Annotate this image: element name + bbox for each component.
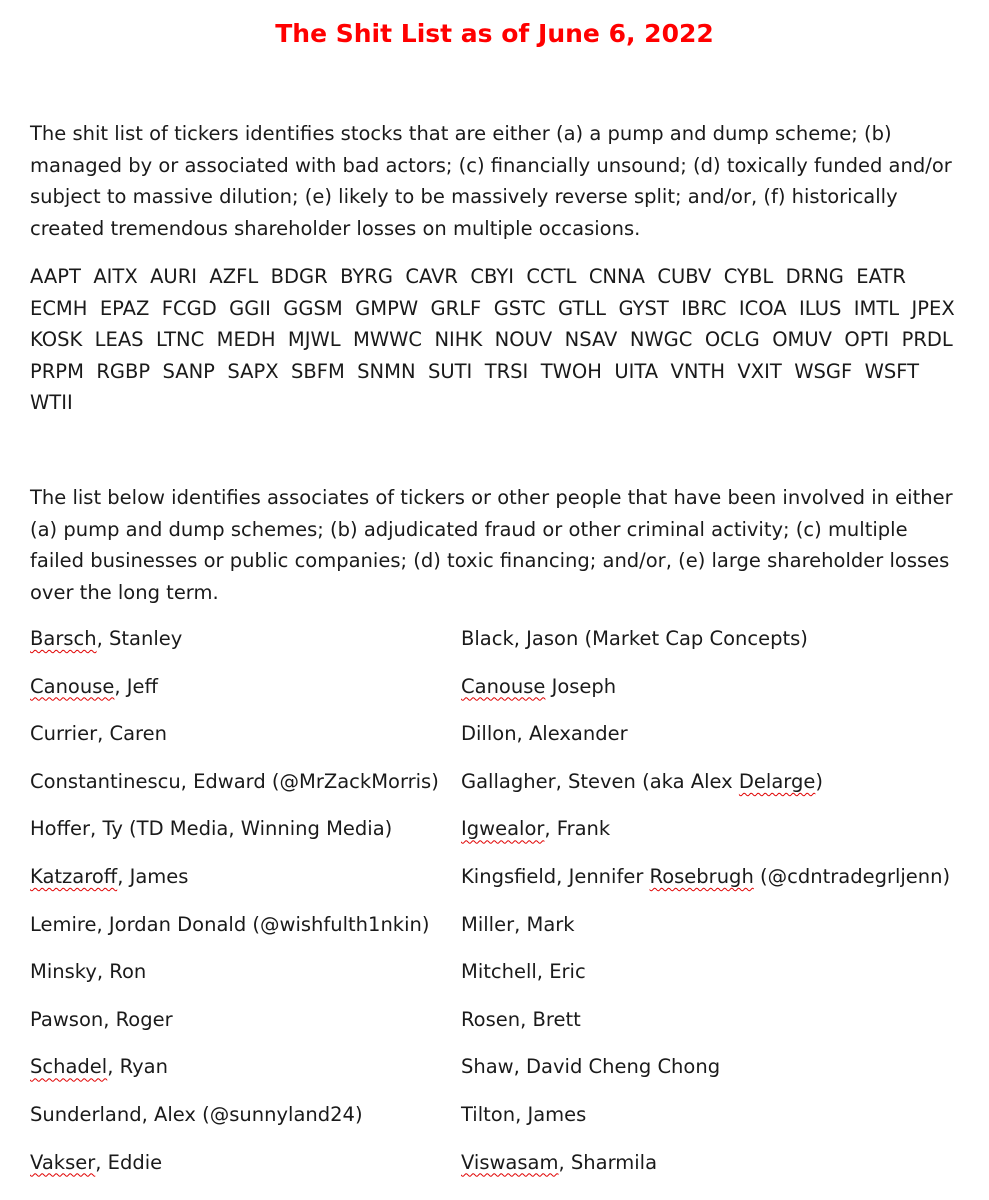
person-name-right [461,718,628,749]
person-name-left [30,623,182,654]
spellcheck-word: Schadel [30,1055,108,1079]
person-name-part: Joseph [545,674,617,698]
ticker-symbol: IBRC [681,296,727,320]
ticker-symbol: PRDL [901,328,953,351]
ticker-symbol: CBYI [470,265,514,288]
ticker-symbol: CCTL [526,265,577,288]
spellcheck-word: Canouse [30,674,115,698]
person-name-right [461,1051,720,1082]
person-name-left [30,1051,168,1082]
ticker-symbol: WSGF [794,359,853,383]
ticker-symbol: ECMH [30,296,88,320]
spellcheck-word: Rosebrugh [649,864,754,888]
people-row [30,813,970,861]
person-name-part: Mitchell, Eric [461,960,586,984]
ticker-symbol: GMPW [355,296,419,320]
person-name-right [461,1004,581,1035]
ticker-symbol: OMUV [772,328,832,351]
ticker-symbol: BDGR [270,265,328,288]
person-name-part: Gallagher, Steven (aka Alex [461,769,739,793]
person-name-right [461,671,616,702]
person-name-part: (@cdntradegrljenn) [753,864,951,888]
person-name-left [30,909,429,940]
ticker-symbol: VXIT [737,359,782,383]
person-name-part: Miller, Mark [461,912,575,936]
ticker-symbol: AZFL [209,265,259,288]
person-name-left [30,671,158,702]
ticker-symbol: MJWL [287,328,341,351]
ticker-symbol: UITA [614,359,659,383]
person-name-part: , Frank [544,817,611,841]
ticker-symbol: DRNG [785,265,844,288]
ticker-symbol: RGBP [96,359,151,383]
people-row [30,1051,970,1099]
person-name-part: , James [117,864,189,888]
person-name-part: Currier, Caren [30,722,168,746]
ticker-symbol: CNNA [588,265,645,288]
ticker-symbol: TWOH [540,359,602,383]
people-row [30,956,970,1004]
person-name-part: , Ryan [107,1055,168,1079]
ticker-symbol: JPEX [911,296,955,320]
document-title: The Shit List as of June 6, 2022 [275,19,714,48]
ticker-symbol: GGII [229,296,271,320]
person-name-part: Tilton, James [461,1102,587,1126]
person-name-part: Shaw, David Cheng Chong [461,1055,721,1079]
person-name-part: , Jeff [114,674,158,698]
person-name-right [461,909,575,940]
people-row [30,1099,970,1147]
person-name-left [30,718,167,749]
ticker-list [30,261,965,419]
person-name-left [30,956,146,987]
ticker-symbol: CUBV [657,265,712,288]
ticker-symbol: LTNC [155,328,205,351]
ticker-symbol: NSAV [564,328,618,351]
person-name-part: Constantinescu, Edward (@MrZackMorris) [30,769,439,793]
ticker-symbol: EPAZ [99,296,150,320]
person-name-right [461,956,586,987]
person-name-part: Hoffer, Ty (TD Media, Winning Media) [30,817,393,841]
person-name-right [461,861,950,892]
people-row [30,766,970,814]
ticker-symbol: OPTI [844,328,890,351]
people-row [30,671,970,719]
ticker-symbol: WSFT [864,359,920,383]
person-name-part: ) [815,769,823,793]
ticker-symbol: SANP [162,359,215,383]
person-name-left [30,1004,173,1035]
ticker-symbol: SAPX [227,359,279,383]
person-name-right [461,623,808,654]
people-row [30,861,970,909]
person-name-left [30,1099,363,1130]
person-name-left [30,766,439,797]
ticker-symbol: SUTI [427,359,473,383]
ticker-symbol: CAVR [405,265,458,288]
ticker-symbol: CYBL [723,265,774,288]
people-row [30,1004,970,1052]
ticker-symbol: PRPM [30,359,84,383]
ticker-symbol: SBFM [290,359,345,383]
ticker-symbol: AAPT [30,265,81,288]
spellcheck-word: Delarge [738,769,816,793]
ticker-symbol: VNTH [670,359,726,383]
people-row [30,909,970,957]
spellcheck-word: Igwealor [461,817,545,841]
ticker-symbol: OCLG [704,328,760,351]
person-name-left [30,813,392,844]
ticker-symbol: LEAS [94,328,144,351]
person-name-right [461,1099,586,1130]
spellcheck-word: Barsch [30,627,97,650]
person-name-part: Pawson, Roger [30,1007,173,1031]
person-name-part: Rosen, Brett [461,1007,581,1031]
spellcheck-word: Vakser [30,1150,96,1174]
spellcheck-word: Viswasam [461,1150,559,1174]
ticker-symbol: KOSK [30,328,83,351]
ticker-symbol: GYST [618,296,669,320]
ticker-symbol: FCGD [161,296,217,320]
people-row [30,1147,970,1195]
person-name-part: , Sharmila [558,1150,658,1174]
ticker-symbol: ICOA [738,296,787,320]
person-name-right [461,766,823,797]
ticker-symbol: MWWC [353,328,423,351]
people-intro-paragraph: The list below identifies associates of tickers or other people that have been involved in either (a) pump and dump schemes; (b) adjudicated fraud or other criminal activity; (c) multiple failed businesses or public companies; (d) toxic financing; and/or, (e) large shareholder losses over the long term. [30,486,953,604]
ticker-symbol: EATR [856,265,906,288]
ticker-symbol: ILUS [799,296,842,320]
ticker-symbol: IMTL [853,296,900,320]
ticker-symbol: GGSM [283,296,343,320]
ticker-symbol: NWGC [629,328,693,351]
person-name-part: , Stanley [96,627,183,650]
person-name-right [461,1147,657,1178]
person-name-left [30,1147,162,1178]
ticker-symbol: AURI [150,265,198,288]
person-name-part: Minsky, Ron [30,960,147,984]
ticker-symbol: GRLF [430,296,482,320]
ticker-symbol: NIHK [434,328,483,351]
tickers-intro-paragraph: The shit list of tickers identifies stocks that are either (a) a pump and dump scheme; (b) managed by or associated with bad actors; (c) financially unsound; (d) toxically funded and/or subject to massive dilution; (e) likely to be massively reverse split; and/or, (f) historically created tremendous shareholder losses on multiple occasions. [30,122,952,240]
ticker-symbol: NOUV [494,328,553,351]
person-name-part: Lemire, Jordan Donald (@wishfulth1nkin) [30,912,430,936]
ticker-symbol: GSTC [493,296,546,320]
ticker-symbol: SNMN [357,359,416,383]
ticker-symbol: GTLL [557,296,607,320]
ticker-symbol: TRSI [484,359,529,383]
person-name-part: , Eddie [95,1150,163,1174]
person-name-left [30,861,188,892]
ticker-symbol: WTII [30,391,73,414]
person-name-part: Sunderland, Alex (@sunnyland24) [30,1102,363,1126]
ticker-symbol: BYRG [340,265,393,288]
person-name-part: Dillon, Alexander [461,722,628,746]
ticker-symbol: MEDH [216,328,276,351]
person-name-right [461,813,610,844]
person-name-part: Kingsfield, Jennifer [461,864,650,888]
ticker-symbol: AITX [93,265,138,288]
spellcheck-word: Katzaroff [30,864,118,888]
people-row [30,623,970,671]
person-name-part: Black, Jason (Market Cap Concepts) [461,627,808,650]
spellcheck-word: Canouse [461,674,546,698]
people-row [30,718,970,766]
people-list [30,623,970,1194]
